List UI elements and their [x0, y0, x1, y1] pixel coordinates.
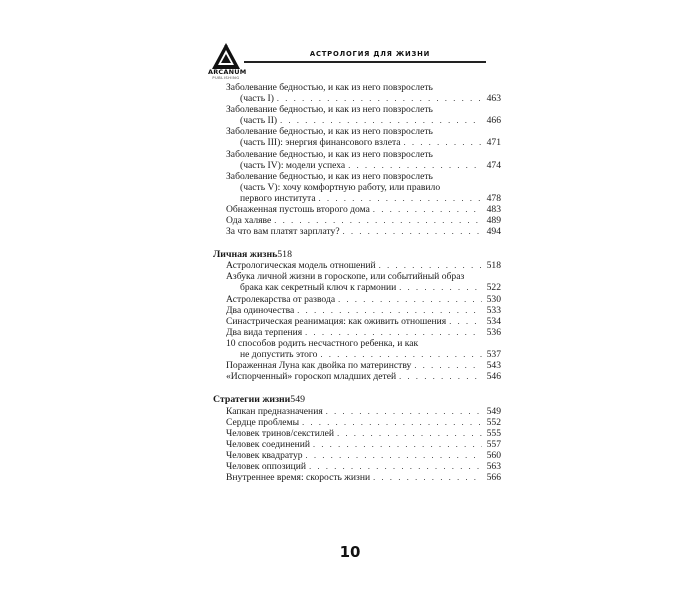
toc-entry-title: Капкан предназначения	[226, 405, 323, 417]
toc-entry[interactable]	[213, 360, 501, 371]
dot-leader	[399, 371, 482, 382]
toc-entry-page: 522	[486, 282, 501, 294]
section-gap	[213, 382, 501, 394]
toc-entry-page: 537	[486, 348, 501, 360]
dot-leader	[297, 305, 482, 316]
toc-entry-continuation[interactable]	[213, 137, 501, 148]
toc-entry-page: 463	[486, 93, 501, 105]
toc-entry-title: Азбука личной жизни в гороскопе, или событийный образ	[226, 271, 465, 283]
toc-entry-page: 563	[486, 461, 501, 473]
dot-leader	[348, 160, 482, 171]
toc-entry-page: 566	[486, 472, 501, 484]
toc-entry-title: Астрологическая модель отношений	[226, 260, 376, 272]
toc-entry-title: (часть V): хочу комфортную работу, или правило	[240, 181, 441, 193]
section-title: Стратегии жизни	[213, 394, 291, 406]
toc-entry-title: (часть I)	[240, 93, 274, 105]
dot-leader	[338, 294, 482, 305]
dot-leader	[309, 461, 482, 472]
toc-entry-page: 555	[486, 427, 501, 439]
dot-leader	[306, 450, 482, 461]
section-gap	[213, 237, 501, 249]
header-rule	[244, 61, 486, 63]
dot-leader	[302, 417, 482, 428]
running-header-title: АСТРОЛОГИЯ ДЛЯ ЖИЗНИ	[309, 50, 431, 58]
toc-entry-continuation[interactable]	[213, 182, 501, 193]
toc-entry-title: Человек оппозиций	[226, 461, 307, 473]
toc-entry[interactable]	[213, 327, 501, 338]
toc-entry-title: Человек квадратур	[226, 450, 303, 462]
toc-entry[interactable]	[213, 104, 501, 115]
toc-entry-page: 483	[486, 204, 501, 216]
dot-leader	[337, 428, 482, 439]
dot-leader	[373, 472, 482, 483]
toc-entry-continuation[interactable]	[213, 193, 501, 204]
toc-entry[interactable]	[213, 439, 501, 450]
dot-leader	[277, 93, 482, 104]
toc-entry-title: 10 способов родить несчастного ребенка, и как	[226, 337, 419, 349]
toc-entry[interactable]	[213, 406, 501, 417]
toc-entry[interactable]	[213, 316, 501, 327]
toc-entry[interactable]	[213, 417, 501, 428]
dot-leader	[373, 204, 482, 215]
toc-entry[interactable]	[213, 338, 501, 349]
toc-entry-title: Заболевание бедностью, и как из него повзрослеть	[226, 82, 433, 93]
toc-entry-page: 552	[486, 416, 501, 428]
toc-entry-page: 494	[486, 226, 501, 238]
section-page: 518	[277, 248, 292, 260]
toc-entry-title: Обнаженная пустошь второго дома	[226, 204, 370, 216]
dot-leader	[343, 226, 482, 237]
logo-subtitle: PUBLISHING	[212, 76, 240, 80]
toc-top-group	[213, 82, 501, 237]
toc-entry-title: Заболевание бедностью, и как из него повзрослеть	[226, 170, 433, 182]
dot-leader	[399, 282, 482, 293]
dot-leader	[414, 360, 482, 371]
toc-entry-title: (часть III): энергия финансового взлета	[240, 137, 401, 149]
toc-entry-page: 471	[486, 137, 501, 149]
toc-entry[interactable]	[213, 472, 501, 483]
publisher-logo	[208, 42, 247, 82]
toc-entry-page: 466	[486, 115, 501, 127]
toc-entry-title: Два вида терпения	[226, 326, 303, 338]
dot-leader	[313, 439, 482, 450]
dot-leader	[319, 193, 482, 204]
dot-leader	[449, 316, 482, 327]
toc-entry-title: Заболевание бедностью, и как из него повзрослеть	[226, 104, 433, 116]
toc-entry-page: 478	[486, 192, 501, 204]
toc-entry[interactable]	[213, 226, 501, 237]
dot-leader	[274, 215, 482, 226]
toc-entry-page: 533	[486, 304, 501, 316]
toc-entry-title: Человек тринов/секстилей	[226, 427, 335, 439]
toc-entry-continuation[interactable]	[213, 349, 501, 360]
toc-entry-page: 536	[486, 326, 501, 338]
toc-entry[interactable]	[213, 305, 501, 316]
table-of-contents	[213, 82, 501, 483]
toc-entry-page: 489	[486, 215, 501, 227]
dot-leader	[320, 349, 482, 360]
toc-entry-title: Заболевание бедностью, и как из него повзрослеть	[226, 148, 433, 160]
toc-entry[interactable]	[213, 428, 501, 439]
toc-entry-title: Астролекарства от развода	[226, 293, 336, 305]
toc-entry[interactable]	[213, 82, 501, 93]
section-title: Личная жизнь	[213, 248, 278, 260]
toc-entry[interactable]	[213, 149, 501, 160]
dot-leader	[379, 260, 482, 271]
toc-entry[interactable]	[213, 371, 501, 382]
dot-leader	[280, 115, 482, 126]
dot-leader	[404, 137, 482, 148]
triangle-logo-icon	[211, 42, 241, 70]
toc-entry-page: 557	[486, 438, 501, 450]
toc-entry-page: 560	[486, 450, 501, 462]
toc-personal-group	[213, 260, 501, 382]
section-heading-personal[interactable]	[213, 249, 501, 260]
toc-entry[interactable]	[213, 126, 501, 137]
toc-entry[interactable]	[213, 461, 501, 472]
toc-entry-page: 518	[486, 260, 501, 272]
toc-entry-page: 474	[486, 159, 501, 171]
toc-entry-title: (часть II)	[240, 115, 278, 127]
toc-entry-title: брака как секретный ключ к гармонии	[240, 282, 397, 294]
toc-entry-page: 546	[486, 371, 501, 383]
toc-entry-page: 530	[486, 293, 501, 305]
toc-entry[interactable]	[213, 294, 501, 305]
dot-leader	[326, 406, 482, 417]
toc-entry-page: 543	[486, 360, 501, 372]
toc-entry-title: (часть IV): модели успеха	[240, 159, 346, 171]
toc-entry-title: первого института	[240, 192, 316, 204]
toc-entry-title: не допустить этого	[240, 348, 318, 360]
toc-entry-title: Сердце проблемы	[226, 416, 300, 428]
toc-entry[interactable]	[213, 204, 501, 215]
toc-entry-title: За что вам платят зарплату?	[226, 226, 340, 238]
toc-entry-continuation[interactable]	[213, 93, 501, 104]
toc-entry-title: Пораженная Луна как двойка по материнству	[226, 360, 412, 372]
toc-entry-title: Человек соединений	[226, 438, 310, 450]
section-page: 549	[290, 394, 305, 406]
toc-entry-title: «Испорченный» гороскоп младших детей	[226, 371, 397, 383]
toc-entry[interactable]	[213, 171, 501, 182]
toc-entry-continuation[interactable]	[213, 115, 501, 126]
toc-entry[interactable]	[213, 271, 501, 282]
section-heading-strategies[interactable]	[213, 394, 501, 405]
toc-entry-page: 549	[486, 405, 501, 417]
toc-entry-title: Два одиночества	[226, 304, 295, 316]
toc-entry[interactable]	[213, 215, 501, 226]
toc-entry[interactable]	[213, 260, 501, 271]
dot-leader	[305, 327, 482, 338]
logo-wordmark: ARCANUM	[208, 68, 247, 76]
toc-entry-continuation[interactable]	[213, 282, 501, 293]
toc-entry-title: Заболевание бедностью, и как из него повзрослеть	[226, 126, 433, 138]
toc-entry-page: 534	[486, 315, 501, 327]
page-number: 10	[339, 543, 361, 561]
toc-entry-title: Синастрическая реанимация: как оживить отношения	[226, 315, 447, 327]
toc-entry-title: Ода халяве	[226, 215, 272, 227]
toc-entry[interactable]	[213, 450, 501, 461]
toc-entry-continuation[interactable]	[213, 160, 501, 171]
toc-strategies-group	[213, 406, 501, 484]
toc-entry-title: Внутреннее время: скорость жизни	[226, 472, 371, 484]
